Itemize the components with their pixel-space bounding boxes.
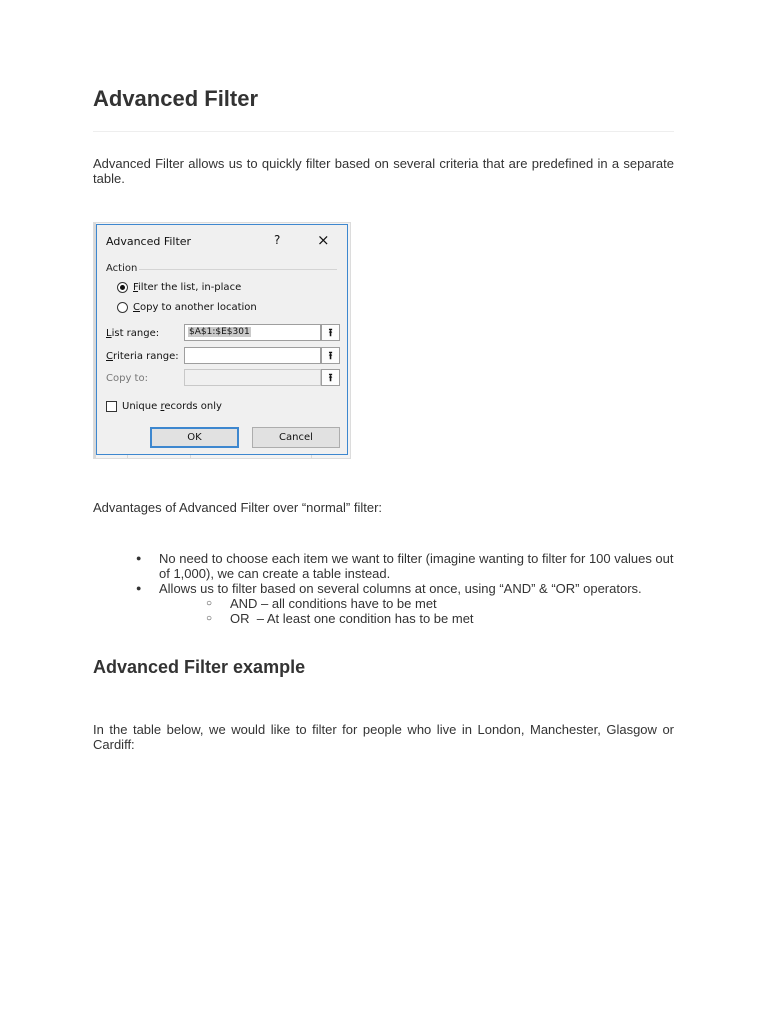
criteria-range-input[interactable] (184, 347, 321, 364)
radio-filter-in-place[interactable] (117, 282, 241, 293)
dialog-title: Advanced Filter (106, 235, 192, 248)
help-icon[interactable]: ? (274, 233, 281, 247)
list-range-value: $A$1:$E$301 (189, 327, 250, 337)
criteria-range-label: Criteria range: (106, 351, 179, 362)
range-picker-icon[interactable]: ⭱ (321, 369, 340, 386)
checkbox-label: Unique records only (122, 401, 222, 412)
list-item: ○ AND – all conditions have to be met (159, 596, 674, 611)
ok-button[interactable]: OK (150, 427, 239, 448)
radio-label: Copy to another location (133, 302, 257, 313)
list-item: ○ OR – At least one condition has to be met (159, 611, 674, 626)
unique-records-checkbox[interactable] (106, 401, 222, 412)
checkbox-icon[interactable] (106, 401, 117, 412)
operators-sublist (159, 596, 674, 626)
radio-unselected-icon[interactable] (117, 302, 128, 313)
cancel-button[interactable]: Cancel (252, 427, 340, 448)
range-picker-icon[interactable]: ⭱ (321, 324, 340, 341)
advantages-intro: Advantages of Advanced Filter over “normal” filter: (93, 500, 383, 515)
intro-paragraph: Advanced Filter allows us to quickly filter based on several criteria that are predefined in a separate table. (93, 156, 674, 186)
radio-selected-icon[interactable] (117, 282, 128, 293)
page-title: Advanced Filter (93, 86, 259, 111)
list-item: ● Allows us to filter based on several columns at once, using “AND” & “OR” operators. ○ AND – all conditions have to be met ○ OR – At least one condition has to be met (93, 581, 674, 626)
list-range-label: List range: (106, 328, 160, 339)
radio-copy-to-location[interactable] (117, 302, 257, 313)
group-divider (139, 269, 337, 270)
radio-label: Filter the list, in-place (133, 282, 242, 293)
advantages-list (93, 551, 674, 626)
list-range-input[interactable] (184, 324, 321, 341)
example-paragraph: In the table below, we would like to filter for people who live in London, Manchester, Glasgow or Cardiff: (93, 722, 674, 752)
action-group-label: Action (106, 263, 138, 274)
range-picker-icon[interactable]: ⭱ (321, 347, 340, 364)
advanced-filter-dialog (96, 224, 348, 455)
list-item: ● No need to choose each item we want to filter (imagine wanting to filter for 100 values out of 1,000), we can create a table instead. (93, 551, 674, 581)
copy-to-input[interactable] (184, 369, 321, 386)
section-heading: Advanced Filter example (93, 657, 306, 677)
close-icon[interactable]: × (317, 231, 330, 249)
copy-to-label: Copy to: (106, 373, 148, 384)
dialog-screenshot (93, 222, 351, 459)
title-divider (93, 131, 674, 132)
